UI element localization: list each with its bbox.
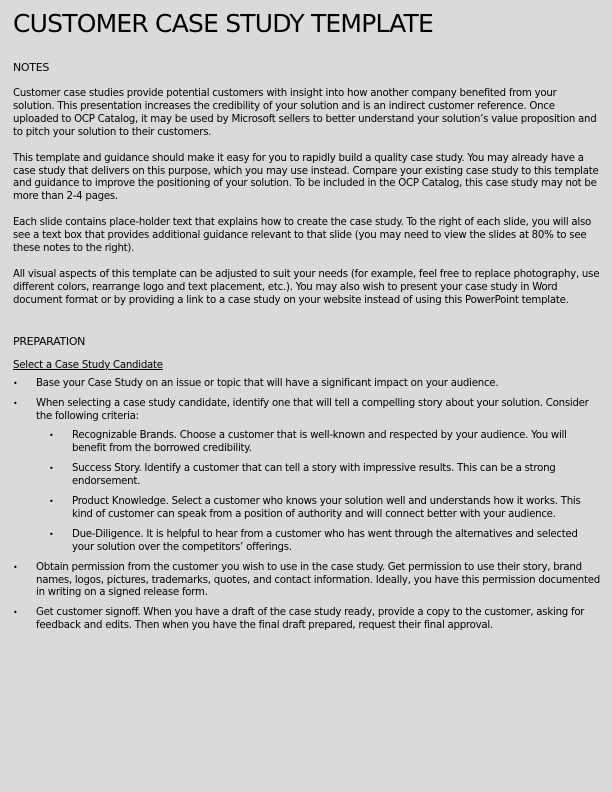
list-item-text: Base your Case Study on an issue or topic that will have a significant impact on your audience.: [36, 377, 499, 389]
list-item: [13, 562, 600, 601]
notes-paragraph: This template and guidance should make it easy for you to rapidly build a quality case study. You may already have a case study that delivers on this purpose, which you may use instead. Compare your existing case study to this template and guidance to improve the positioning of your solution. To be included in the OCP Catalog, this case study may not be more than 2-4 pages.: [13, 152, 599, 203]
bullet-icon: •: [49, 529, 54, 539]
criteria-item: [36, 463, 600, 489]
criteria-list: [36, 430, 600, 554]
preparation-list: [13, 378, 600, 634]
criteria-item-text: Product Knowledge. Select a customer who knows your solution well and understands how it works. This kind of customer can speak from a position of authority and will connect better with your audience.: [72, 496, 581, 520]
list-item: [13, 378, 600, 391]
criteria-item: [36, 529, 600, 555]
criteria-item: [36, 496, 600, 522]
bullet-icon: •: [49, 497, 54, 507]
page-title: CUSTOMER CASE STUDY TEMPLATE: [13, 9, 434, 38]
bullet-icon: •: [49, 431, 54, 441]
criteria-item: [36, 430, 600, 456]
criteria-item-text: Success Story. Identify a customer that can tell a story with impressive results. This can be a strong endorsement.: [72, 463, 556, 488]
preparation-heading: PREPARATION: [13, 334, 86, 348]
bullet-icon: •: [49, 464, 54, 474]
list-item-text: When selecting a case study candidate, identify one that will tell a compelling story about your solution. Consider the following criteria:: [36, 397, 589, 422]
criteria-item-text: Recognizable Brands. Choose a customer that is well-known and respected by your audience. You will benefit from the borrowed credibility.: [72, 430, 567, 455]
list-item-text: Get customer signoff. When you have a draft of the case study ready, provide a copy to the customer, asking for feedback and edits. Then when you have the final draft prepared, request their final approval.: [36, 607, 585, 632]
bullet-icon: •: [13, 562, 18, 572]
criteria-item-text: Due-Diligence. It is helpful to hear from a customer who has went through the alternatives and selected your solution over the competitors’ offerings.: [72, 528, 578, 553]
notes-paragraph: Customer case studies provide potential customers with insight into how another company benefited from your solution. This presentation increases the credibility of your solution and is an indirect customer reference. Once uploaded to OCP Catalog, it may be used by Microsoft sellers to better understand your solution’s value proposition and to pitch your solution to their customers.: [13, 88, 597, 138]
list-item: [13, 607, 600, 633]
bullet-icon: •: [13, 378, 18, 388]
bullet-icon: •: [13, 398, 18, 408]
notes-heading: NOTES: [13, 61, 50, 74]
preparation-subheading: Select a Case Study Candidate: [13, 359, 163, 371]
notes-paragraph: Each slide contains place-holder text that explains how to create the case study. To the right of each slide, you will also see a text box that provides additional guidance relevant to that slide (you may need to view the slides at 80% to see these notes to the right).: [13, 217, 592, 255]
list-item: [13, 398, 600, 555]
bullet-icon: •: [13, 608, 18, 618]
list-item-text: Obtain permission from the customer you wish to use in the case study. Get permission to use their story, brand names, logos, pictures, trademarks, quotes, and contact information. Ideally, you have this permission documented in writing on a signed release form.: [36, 561, 600, 599]
notes-paragraph: All visual aspects of this template can be adjusted to suit your needs (for example, feel free to replace photography, use different colors, rearrange logo and text placement, etc.). You may also wish to present your case study in Word document format or by providing a link to a case study on your website instead of using this PowerPoint template.: [13, 268, 600, 306]
